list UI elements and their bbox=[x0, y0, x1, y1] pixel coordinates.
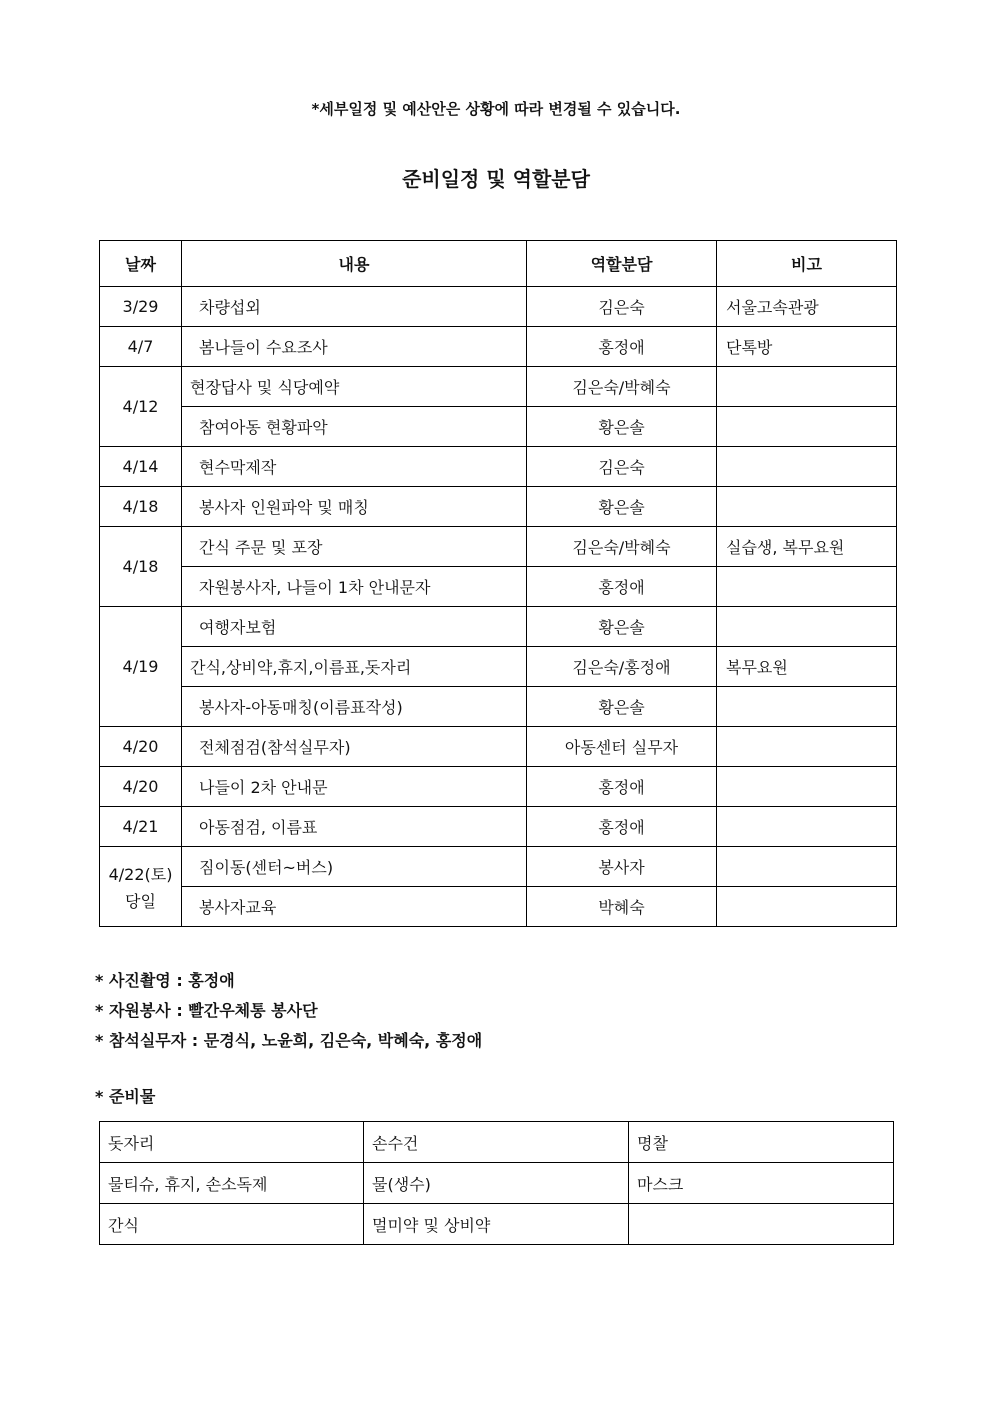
table-row bbox=[100, 1163, 894, 1204]
table-row bbox=[100, 847, 897, 887]
content-cell: 봉사자교육 bbox=[182, 887, 527, 927]
table-header-row bbox=[100, 241, 897, 287]
note-cell bbox=[717, 687, 897, 727]
prep-table bbox=[99, 1121, 894, 1245]
note-cell bbox=[717, 607, 897, 647]
content-cell: 간식,상비약,휴지,이름표,돗자리 bbox=[182, 647, 527, 687]
content-cell: 자원봉사자, 나들이 1차 안내문자 bbox=[182, 567, 527, 607]
table-row bbox=[100, 607, 897, 647]
table-row bbox=[100, 327, 897, 367]
table-row bbox=[100, 727, 897, 767]
prep-cell: 간식 bbox=[100, 1204, 364, 1245]
date-cell: 4/18 bbox=[100, 527, 182, 607]
prep-cell: 물(생수) bbox=[364, 1163, 629, 1204]
role-cell: 김은숙/박혜숙 bbox=[527, 367, 717, 407]
table-row bbox=[100, 447, 897, 487]
prep-cell: 돗자리 bbox=[100, 1122, 364, 1163]
note-cell bbox=[717, 567, 897, 607]
date-cell: 4/14 bbox=[100, 447, 182, 487]
date-cell: 4/18 bbox=[100, 487, 182, 527]
role-cell: 황은솔 bbox=[527, 407, 717, 447]
table-row bbox=[100, 1204, 894, 1245]
note-cell bbox=[717, 447, 897, 487]
role-cell: 홍정애 bbox=[527, 567, 717, 607]
note-cell bbox=[717, 367, 897, 407]
role-cell: 김은숙/박혜숙 bbox=[527, 527, 717, 567]
note-cell bbox=[717, 407, 897, 447]
role-cell: 황은솔 bbox=[527, 607, 717, 647]
header-date: 날짜 bbox=[100, 241, 182, 287]
table-row bbox=[100, 287, 897, 327]
content-cell: 짐이동(센터~버스) bbox=[182, 847, 527, 887]
role-cell: 아동센터 실무자 bbox=[527, 727, 717, 767]
note-volunteer: * 자원봉사 : 빨간우체통 봉사단 bbox=[95, 1001, 318, 1020]
table-row bbox=[100, 367, 897, 407]
date-cell: 3/29 bbox=[100, 287, 182, 327]
prep-cell: 멀미약 및 상비약 bbox=[364, 1204, 629, 1245]
date-sub: 당일 bbox=[125, 891, 156, 911]
note-photo: * 사진촬영 : 홍정애 bbox=[95, 971, 235, 990]
table-row bbox=[100, 487, 897, 527]
prep-cell: 손수건 bbox=[364, 1122, 629, 1163]
role-cell: 김은숙 bbox=[527, 287, 717, 327]
content-cell: 봉사자-아동매칭(이름표작성) bbox=[182, 687, 527, 727]
role-cell: 홍정애 bbox=[527, 327, 717, 367]
note-cell bbox=[717, 887, 897, 927]
header-note: 비고 bbox=[717, 241, 897, 287]
content-cell: 차량섭외 bbox=[182, 287, 527, 327]
table-row bbox=[100, 647, 897, 687]
content-cell: 봄나들이 수요조사 bbox=[182, 327, 527, 367]
date-cell: 4/12 bbox=[100, 367, 182, 447]
header-role: 역할분담 bbox=[527, 241, 717, 287]
table-row bbox=[100, 527, 897, 567]
prep-cell bbox=[629, 1204, 894, 1245]
content-cell: 봉사자 인원파악 및 매칭 bbox=[182, 487, 527, 527]
role-cell: 홍정애 bbox=[527, 807, 717, 847]
role-cell: 박혜숙 bbox=[527, 887, 717, 927]
prep-cell: 마스크 bbox=[629, 1163, 894, 1204]
note-cell: 서울고속관광 bbox=[717, 287, 897, 327]
role-cell: 홍정애 bbox=[527, 767, 717, 807]
content-cell: 참여아동 현황파악 bbox=[182, 407, 527, 447]
role-cell: 김은숙/홍정애 bbox=[527, 647, 717, 687]
content-cell: 현장답사 및 식당예약 bbox=[182, 367, 527, 407]
role-cell: 황은솔 bbox=[527, 487, 717, 527]
prep-cell: 명찰 bbox=[629, 1122, 894, 1163]
role-cell: 김은숙 bbox=[527, 447, 717, 487]
content-cell: 아동점검, 이름표 bbox=[182, 807, 527, 847]
date-main: 4/22(토) bbox=[108, 864, 173, 884]
date-cell: 4/7 bbox=[100, 327, 182, 367]
date-cell: 4/21 bbox=[100, 807, 182, 847]
note-cell: 실습생, 복무요원 bbox=[717, 527, 897, 567]
content-cell: 여행자보험 bbox=[182, 607, 527, 647]
note-cell: 복무요원 bbox=[717, 647, 897, 687]
table-row bbox=[100, 407, 897, 447]
note-cell: 단톡방 bbox=[717, 327, 897, 367]
content-cell: 전체점검(참석실무자) bbox=[182, 727, 527, 767]
note-cell bbox=[717, 807, 897, 847]
date-cell bbox=[100, 847, 182, 927]
note-staff: * 참석실무자 : 문경식, 노윤희, 김은숙, 박혜숙, 홍정애 bbox=[95, 1031, 483, 1050]
note-cell bbox=[717, 847, 897, 887]
date-cell: 4/20 bbox=[100, 727, 182, 767]
notes-list bbox=[95, 966, 482, 1056]
date-cell: 4/20 bbox=[100, 767, 182, 807]
content-cell: 나들이 2차 안내문 bbox=[182, 767, 527, 807]
notice-text: *세부일정 및 예산안은 상황에 따라 변경될 수 있습니다. bbox=[311, 100, 681, 118]
note-cell bbox=[717, 727, 897, 767]
note-cell bbox=[717, 767, 897, 807]
role-cell: 황은솔 bbox=[527, 687, 717, 727]
note-cell bbox=[717, 487, 897, 527]
table-row bbox=[100, 887, 897, 927]
schedule-table bbox=[99, 240, 897, 927]
table-row bbox=[100, 767, 897, 807]
table-row bbox=[100, 807, 897, 847]
table-row bbox=[100, 687, 897, 727]
prep-heading: * 준비물 bbox=[95, 1087, 156, 1106]
date-cell: 4/19 bbox=[100, 607, 182, 727]
content-cell: 현수막제작 bbox=[182, 447, 527, 487]
header-content: 내용 bbox=[182, 241, 527, 287]
table-row bbox=[100, 567, 897, 607]
prep-cell: 물티슈, 휴지, 손소독제 bbox=[100, 1163, 364, 1204]
role-cell: 봉사자 bbox=[527, 847, 717, 887]
content-cell: 간식 주문 및 포장 bbox=[182, 527, 527, 567]
page-title: 준비일정 및 역할분담 bbox=[402, 167, 590, 191]
table-row bbox=[100, 1122, 894, 1163]
